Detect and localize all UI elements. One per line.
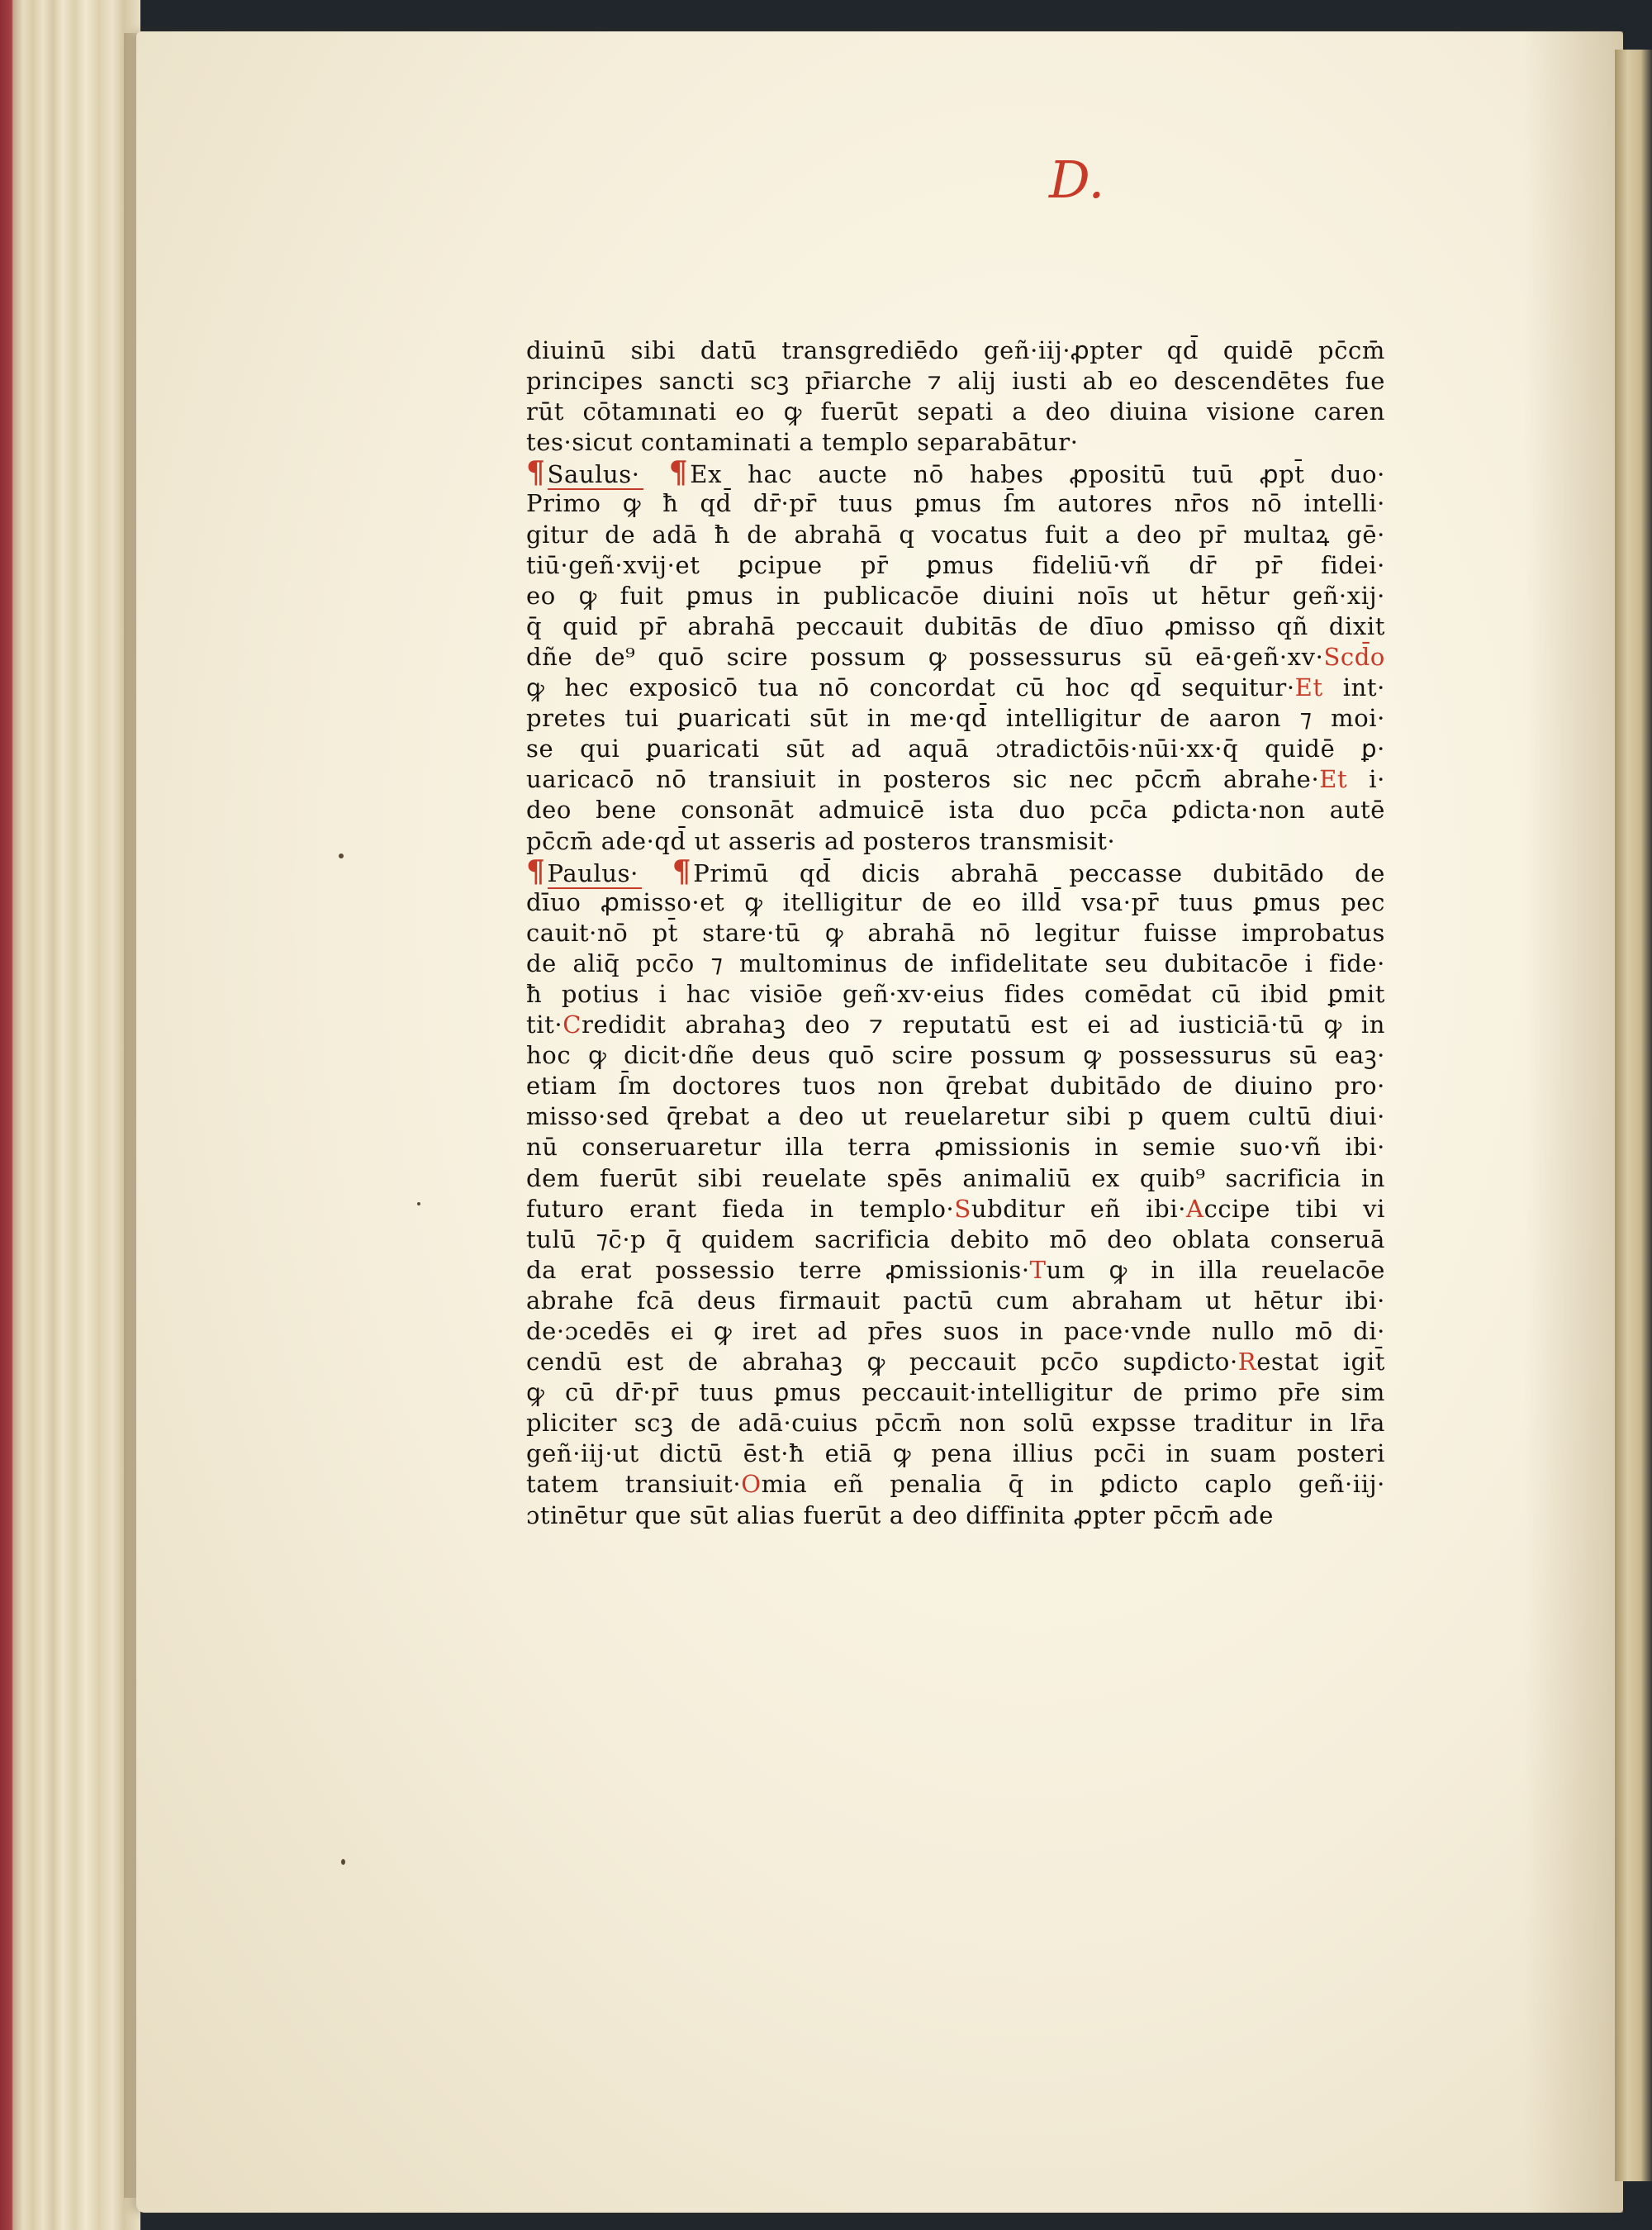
text-line xyxy=(526,520,1385,550)
text-line xyxy=(526,1286,1385,1316)
rubricated-initial: O xyxy=(741,1470,762,1499)
text-line xyxy=(526,1101,1385,1132)
text-segment: estat igit̄ xyxy=(1256,1348,1385,1377)
text-segment: pliciter scꝫ de adā·cuius pc̄cm̄ non solū expsse traditur in lr̄a xyxy=(526,1409,1385,1438)
paragraph-mark: ¶ xyxy=(526,853,546,889)
text-line xyxy=(526,335,1385,366)
text-line xyxy=(526,581,1385,611)
text-segment: pc̄cm̄ ade·qd̄ ut asseris ad posteros transmisit· xyxy=(526,826,1116,855)
text-segment: principes sancti scꝫ pr̄iarche ⁊ alij iusti ab eo descendētes fue xyxy=(526,367,1385,396)
text-segment: q̄ quid pr̄ abrahā peccauit dubitās de dīuo ꝓmisso qñ dixit xyxy=(526,611,1385,640)
text-line xyxy=(526,1347,1385,1377)
text-segment: tiū·geñ·xvij·et ꝑcipue pr̄ ꝑmus fideliū·vñ dr̄ pr̄ fidei· xyxy=(526,550,1385,579)
text-line xyxy=(526,550,1385,581)
text-line xyxy=(526,1438,1385,1469)
paragraph-mark: ¶ xyxy=(672,853,692,889)
text-segment: ɔtinētur que sūt alias fuerūt a deo diffinita ꝓpter pc̄cm̄ ade xyxy=(526,1500,1274,1529)
rubricated-initial: Et xyxy=(1319,765,1348,794)
text-segment: ꝙ hec exposicō tua nō concordat cū hoc qd̄ sequitur· xyxy=(526,673,1295,702)
text-segment: redidit abrahaꝫ deo ⁊ reputatū est ei ad iusticiā·tū ꝙ in xyxy=(582,1010,1385,1039)
text-segment: dem fuerūt sibi reuelate spēs animaliū ex quib⁹ sacrificia in xyxy=(526,1163,1385,1192)
text-segment: da erat possessio terre ꝓmissionis· xyxy=(526,1255,1030,1284)
text-segment: de·ɔcedēs ei ꝙ iret ad pr̄es suos in pace·vnde nullo mō di· xyxy=(526,1317,1385,1345)
text-segment: pretes tui ꝑuaricati sūt in me·qd̄ intelligitur de aaron ⁊ moi· xyxy=(526,704,1385,733)
text-line xyxy=(526,795,1385,825)
text-line xyxy=(526,1010,1385,1040)
text-line xyxy=(526,918,1385,949)
text-segment: Primū qd̄ dicis abrahā peccasse dubitādo de xyxy=(693,858,1385,887)
text-segment: hoc ꝙ dicit·dñe deus quō scire possum ꝙ possessurus sū eaꝫ· xyxy=(526,1041,1385,1070)
next-leaf-edge xyxy=(1615,50,1652,2181)
text-segment: de aliq̄ pcc̄o ⁊ multominus de infidelitate seu dubitacōe i fide· xyxy=(526,949,1385,977)
text-line xyxy=(526,673,1385,703)
text-line xyxy=(526,611,1385,642)
text-segment: tes·sicut contaminati a templo separabātur· xyxy=(526,428,1079,457)
text-line xyxy=(526,979,1385,1010)
text-line xyxy=(526,1224,1385,1255)
text-segment: tit· xyxy=(526,1010,563,1039)
text-line xyxy=(526,397,1385,427)
rubricated-initial: C xyxy=(563,1010,582,1039)
text-line xyxy=(526,764,1385,795)
text-segment: etiam ſ̄m doctores tuos non q̄rebat dubitādo de diuino pro· xyxy=(526,1072,1385,1101)
text-segment: uaricacō nō transiuit in posteros sic nec pc̄cm̄ abrahe· xyxy=(526,765,1320,794)
text-line xyxy=(526,642,1385,673)
text-segment: ħ potius i hac visiōe geñ·xv·eius fides comēdat cū ibid ꝑmit xyxy=(526,979,1385,1008)
text-segment: mia eñ penalia q̄ in ꝑdicto caplo geñ·iij· xyxy=(761,1470,1385,1499)
rubricated-initial: Et xyxy=(1294,673,1323,702)
text-line xyxy=(526,1071,1385,1101)
text-line xyxy=(526,734,1385,764)
rubricated-initial: A xyxy=(1186,1194,1204,1223)
text-segment: tatem transiuit· xyxy=(526,1470,742,1499)
text-segment: gitur de adā ħ de abrahā q vocatus fuit a deo pr̄ multaꝝ gē· xyxy=(526,520,1385,549)
text-segment: tulū ⁊c̄·p q̄ quidem sacrificia debito mō deo oblata conseruā xyxy=(526,1224,1385,1253)
text-segment: dīuo ꝓmisso·et ꝙ itelligitur de eo illd̄ vsa·pr̄ tuus ꝑmus pec xyxy=(526,887,1385,916)
text-line xyxy=(526,1469,1385,1500)
paper-speck xyxy=(417,1202,420,1205)
text-segment: dñe de⁹ quō scire possum ꝙ possessurus sū eā·geñ·xv· xyxy=(526,642,1324,671)
text-line xyxy=(526,1377,1385,1408)
text-block xyxy=(526,335,1385,1531)
text-segment: se qui ꝑuaricati sūt ad aquā ɔtradictōis·nūi·xx·q̄ quidē ꝑ· xyxy=(526,735,1385,763)
text-segment: ccipe tibi vi xyxy=(1203,1194,1385,1223)
paragraph-mark: ¶ xyxy=(526,455,546,491)
text-line xyxy=(526,853,1385,889)
text-line xyxy=(526,488,1385,519)
text-line xyxy=(526,1500,1385,1531)
speaker-label: Paulus· xyxy=(548,859,642,889)
text-line xyxy=(526,703,1385,734)
text-segment: int· xyxy=(1322,673,1385,702)
text-segment: abrahe fcā deus firmauit pactū cum abraham ut hētur ibi· xyxy=(526,1286,1385,1315)
text-segment: nū conseruaretur illa terra ꝓmissionis in semie suo·vñ ibi· xyxy=(526,1133,1385,1162)
text-segment: misso·sed q̄rebat a deo ut reuelaretur sibi p quem cultū diui· xyxy=(526,1102,1385,1131)
text-segment: cendū est de abrahaꝫ ꝙ peccauit pcc̄o suꝑdicto· xyxy=(526,1348,1238,1377)
text-line xyxy=(526,1408,1385,1438)
text-line xyxy=(526,1040,1385,1071)
text-line xyxy=(526,1163,1385,1194)
text-segment xyxy=(642,859,672,887)
text-segment: cauit·nō pt̄ stare·tū ꝙ abrahā nō legitur fuisse improbatus xyxy=(526,918,1385,947)
text-line xyxy=(526,1255,1385,1286)
text-line xyxy=(526,366,1385,397)
rubricated-initial: R xyxy=(1237,1348,1257,1377)
paper-speck xyxy=(341,1859,345,1865)
paragraph-mark: ¶ xyxy=(668,455,689,491)
text-line xyxy=(526,455,1385,491)
text-line xyxy=(526,1316,1385,1347)
rubricated-initial: S xyxy=(954,1194,971,1223)
text-line xyxy=(526,826,1385,857)
text-segment xyxy=(643,460,669,488)
text-segment: rūt cōtamınati eo ꝙ fuerūt sepati a deo diuina visione caren xyxy=(526,397,1385,426)
folio-mark: D. xyxy=(1049,150,1105,210)
text-segment: i· xyxy=(1347,765,1385,794)
text-segment: ubditur eñ ibi· xyxy=(971,1194,1187,1223)
text-segment: futuro erant fieda in templo· xyxy=(526,1194,955,1223)
paper-speck xyxy=(339,853,344,858)
rubricated-initial: T xyxy=(1029,1255,1047,1284)
text-line xyxy=(526,949,1385,979)
text-line xyxy=(526,1132,1385,1163)
speaker-label: Saulus· xyxy=(548,460,643,490)
rubricated-initial: Scd̄o xyxy=(1323,642,1385,671)
text-segment: geñ·iij·ut dictū ēst·ħ etiā ꝙ pena illius pcc̄i in suam posteri xyxy=(526,1439,1385,1468)
text-line xyxy=(526,887,1385,918)
text-line xyxy=(526,1194,1385,1224)
text-segment: diuinū sibi datū transgrediēdo geñ·iij·ꝓpter qd̄ quidē pc̄cm̄ xyxy=(526,336,1385,364)
text-line xyxy=(526,427,1385,458)
text-segment: Primo ꝙ ħ qd̄ dr̄·pr̄ tuus ꝑmus ſ̄m autores nr̄os nō intelli· xyxy=(526,489,1385,518)
text-segment: ꝙ cū dr̄·pr̄ tuus ꝑmus peccauit·intelligitur de primo pr̄e sim xyxy=(526,1378,1385,1407)
text-segment: um ꝙ in illa reuelacōe xyxy=(1046,1255,1385,1284)
text-segment: Ex hac aucte nō habes ꝓpositū tuū ꝓpt̄ duo· xyxy=(690,460,1385,489)
page-stack-edges xyxy=(0,0,140,2230)
text-segment: deo bene consonāt admuicē ista duo pcc̄a ꝑdicta·non autē xyxy=(526,796,1385,825)
text-segment: eo ꝙ fuit ꝑmus in publicacōe diuini noīs ut hētur geñ·xij· xyxy=(526,581,1385,610)
